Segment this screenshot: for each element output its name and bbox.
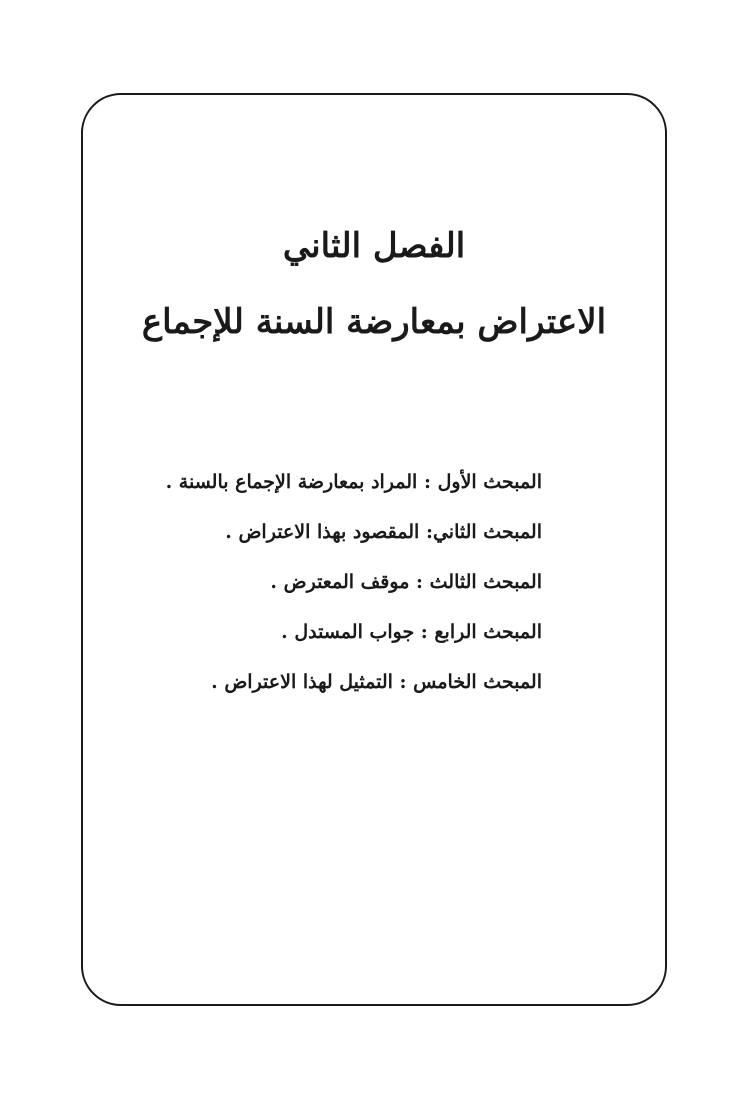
chapter-title: الاعتراض بمعارضة السنة للإجماع [141,302,607,342]
section-item-1: المبحث الأول : المراد بمعارضة الإجماع بالسنة . [165,471,542,493]
section-item-2: المبحث الثاني: المقصود بهذا الاعتراض . [225,521,542,543]
section-item-5: المبحث الخامس : التمثيل لهذا الاعتراض . [211,671,542,693]
section-item-4: المبحث الرابع : جواب المستدل . [281,621,542,643]
chapter-label: الفصل الثاني [282,226,466,266]
section-list [166,470,542,720]
section-item-3: المبحث الثالث : موقف المعترض . [270,571,542,593]
